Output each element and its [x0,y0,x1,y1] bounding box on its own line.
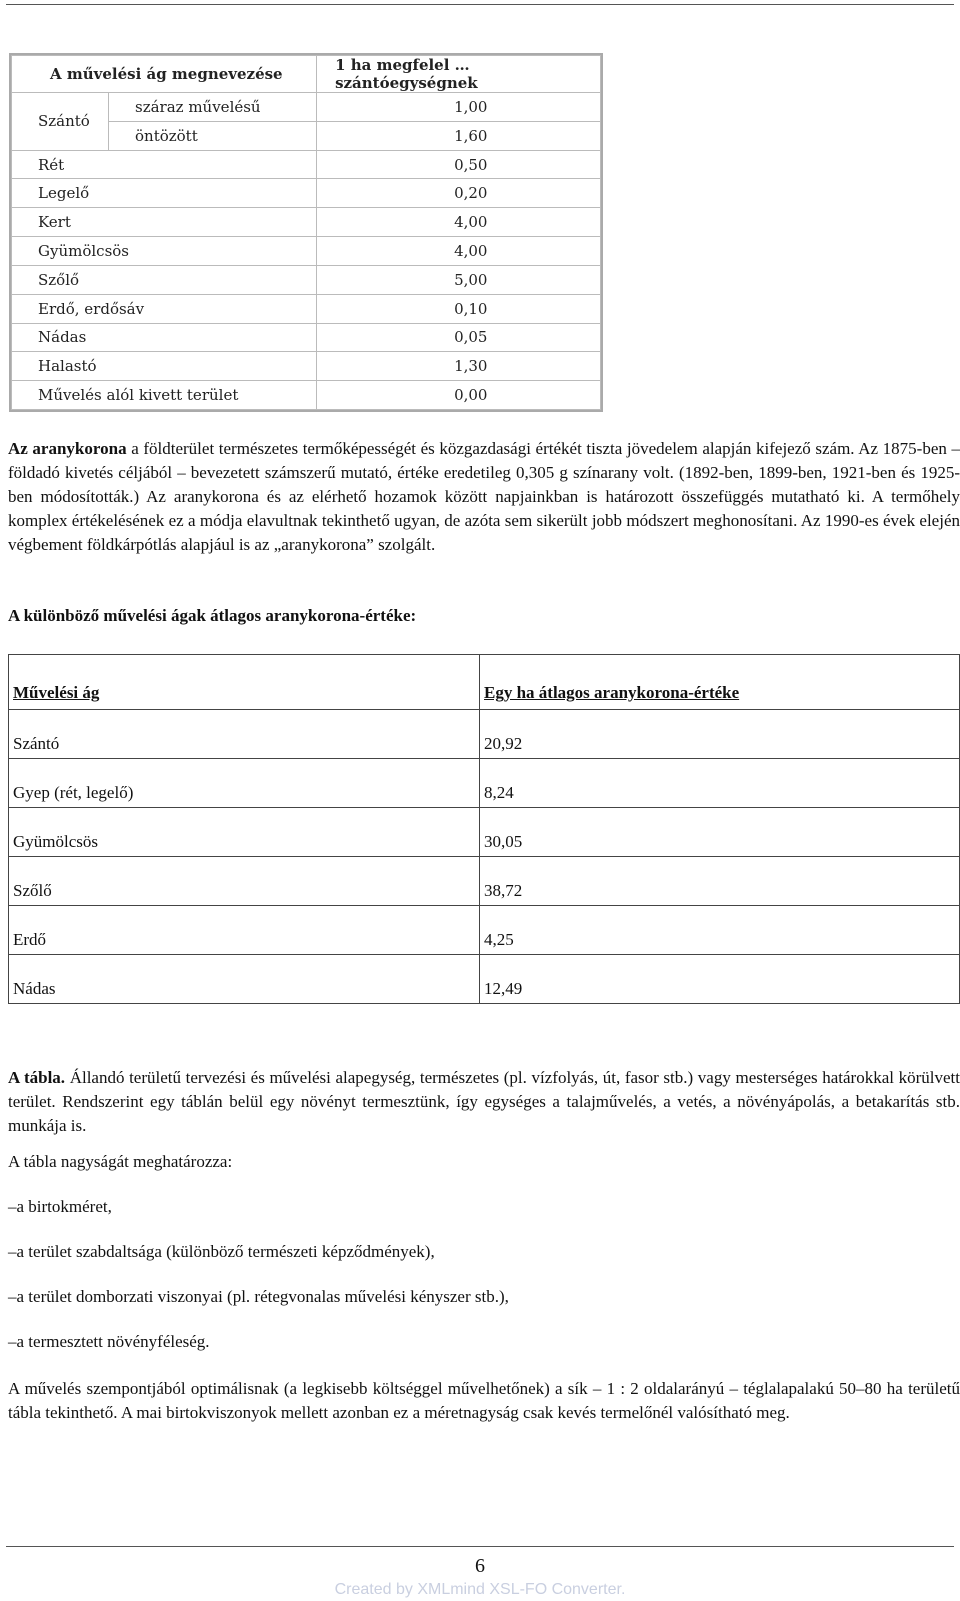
table-cell-name: Szőlő [9,857,480,906]
aranykorona-term: Az aranykorona [8,439,127,458]
image-table-value: 1,60 [317,121,601,150]
image-table-header-col1: A művelési ág megnevezése [12,56,317,93]
table-header-ertek: Egy ha átlagos aranykorona-értéke [480,655,960,710]
image-table-group: Rét [12,150,317,179]
table-header-row [9,655,960,710]
list-item: –a termesztett növényféleség. [8,1332,210,1351]
table-row [12,208,601,237]
optimal-size-paragraph: A művelés szempontjából optimálisnak (a legkisebb költséggel művelhetőnek) a sík – 1 : 2 oldalarányú – téglalapalakú 50–80 ha területű tábla tekinthető. A mai birtokviszonyok mellett azonban ez a méretnagyság csak kevés termelőnél valósítható meg. [8,1379,960,1422]
table-cell-name: Szántó [9,710,480,759]
table-cell-value: 20,92 [480,710,960,759]
image-table-value: 1,00 [317,93,601,122]
table-cell-value: 8,24 [480,759,960,808]
image-table-sub: száraz művelésű [109,93,317,122]
table-row [9,808,960,857]
table-cell-value: 12,49 [480,955,960,1004]
table-row [12,93,601,122]
table-header-muvelesi-ag: Művelési ág [9,655,480,710]
table-row [12,179,601,208]
table-cell-value: 4,25 [480,906,960,955]
image-table-group: Erdő, erdősáv [12,294,317,323]
table-row [12,323,601,352]
image-table-group: Szőlő [12,265,317,294]
table-row [12,265,601,294]
table-cell-name: Gyep (rét, legelő) [9,759,480,808]
table-cell-value: 30,05 [480,808,960,857]
table-row [12,237,601,266]
image-table-value: 0,20 [317,179,601,208]
image-table-value: 0,10 [317,294,601,323]
image-table-value: 4,00 [317,237,601,266]
image-table-group: Szántó [12,93,109,151]
top-rule [6,4,954,5]
table-row [12,150,601,179]
table-row [12,352,601,381]
list-item: –a birtokméret, [8,1197,112,1216]
table-cell-name: Nádas [9,955,480,1004]
table-row [9,955,960,1004]
table-row [9,759,960,808]
table-row [12,294,601,323]
bottom-rule [6,1546,954,1547]
image-table-header-col2: 1 ha megfelel … szántóegységnek [317,56,601,93]
table-row [9,906,960,955]
table-row [9,857,960,906]
tabla-text: Állandó területű tervezési és művelési alapegység, természetes (pl. vízfolyás, út, fasor stb.) vagy mesterséges határokkal körülvett terület. Rendszerint egy táblán belül egy növényt termesztünk, így egységes a talajművelés, a vetés, a növényápolás, a betakarítás stb. munkája is. [8,1068,960,1135]
tabla-paragraph [8,1066,960,1138]
image-table-value: 4,00 [317,208,601,237]
image-table-group: Gyümölcsös [12,237,317,266]
image-table-group: Nádas [12,323,317,352]
image-table-value: 0,50 [317,150,601,179]
land-use-image-table [9,53,603,412]
footer-credit: Created by XMLmind XSL-FO Converter. [334,1581,626,1598]
list-intro: A tábla nagyságát meghatározza: [8,1152,233,1171]
tabla-term: A tábla. [8,1068,66,1087]
image-table-group: Kert [12,208,317,237]
table-row [12,381,601,410]
page-number: 6 [475,1555,485,1577]
aranykorona-table [8,654,960,1004]
image-table-value: 0,00 [317,381,601,410]
image-table-value: 1,30 [317,352,601,381]
aranykorona-paragraph [8,437,960,557]
image-table-group: Halastó [12,352,317,381]
image-table-value: 5,00 [317,265,601,294]
image-table-group: Legelő [12,179,317,208]
image-table-sub: öntözött [109,121,317,150]
image-table-group: Művelés alól kivett terület [12,381,317,410]
list-item: –a terület domborzati viszonyai (pl. rétegvonalas művelési kényszer stb.), [8,1287,509,1306]
table-cell-name: Gyümölcsös [9,808,480,857]
list-item: –a terület szabdaltsága (különböző természeti képződmények), [8,1242,435,1261]
table-cell-name: Erdő [9,906,480,955]
image-table-value: 0,05 [317,323,601,352]
section-heading: A különböző művelési ágak átlagos aranykorona-értéke: [8,606,417,625]
image-table-header [12,56,601,93]
aranykorona-text: a földterület természetes termőképességét és közgazdasági értékét tiszta jövedelem alapján kifejező szám. Az 1875-ben – földadó kivetés céljából – bevezetett számszerű mutató, értéke eredetileg 0,305 g színarany volt. (1892-ben, 1899-ben, 1921-ben és 1925-ben módosították.) Az aranykorona és az elérhető hozamok között napjainkban is határozott összefüggés mutatható ki. A termőhely komplex értékelésének ez a módja elavultnak tekinthető ugyan, de azóta sem sikerült jobb módszert meghonosítani. Az 1990-es évek elején végbement földkárpótlás alapjául is az „aranykorona” szolgált. [8,439,960,554]
table-row [9,710,960,759]
table-cell-value: 38,72 [480,857,960,906]
